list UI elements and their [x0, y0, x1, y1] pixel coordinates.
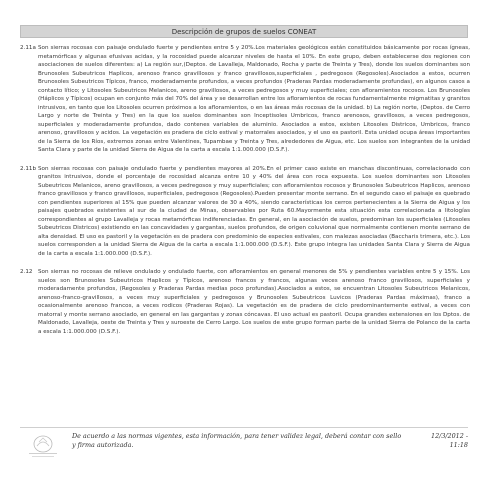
section-title: Descripción de grupos de suelos CONEAT	[171, 27, 317, 36]
soil-group-entry	[20, 268, 470, 336]
soil-group-code: 2.12	[20, 269, 33, 275]
soil-group-list	[20, 44, 470, 346]
soil-group-entry	[20, 44, 470, 155]
section-header	[20, 25, 468, 38]
footer-divider	[20, 427, 468, 428]
ministry-seal-icon	[24, 432, 62, 460]
soil-group-description: Son sierras rocosas con paisaje ondulado fuerte y pendientes entre 5 y 20%.Los materiales geológicos están constituidos básicamente por rocas ígneas, metamórficas y algunas efusivas acidas, y la rocosidad puede alcanzar niveles de hasta el 10%. En este grupo, deben establecerse dos regiones con asociaciones de suelos diferentes: a) La región sur,(Deptos. de Lavalleja, Maldonado, Rocha y parte de Treinta y Tres), donde los suelos dominantes son Brunosoles Subeutricos Haplicos, arenoso franco gravillosos y franco gravillosos,superficiales , pedregosos (Regosoles).Asociados a estos, ocurren Brunosoles Subeutricos Típicos, franco, moderadamente profundos, a veces profundos (Praderas Pardas moderadamente profundas), en algunos casos a contacto lítico; y Litosoles Subeutricos Melanicos, areno gravillosos, a veces pedregosos y muy superficiales; con afloramientos rocosos. Los Brunosoles (Háplicos y Típicos) ocupan en conjunto más del 70% del área y se desarrollan entre los afloramientos de rocas fundamentalmente migmatitas y granitos intrusivos, en tanto que los Litosoles ocurren próximos a los afloramientos, o en las áreas más rocosas de la unidad. b) La región norte, (Deptos. de Cerro Largo y norte de Treinta y Tres) en la que los suelos dominantes son Inceptisoles Umbricos, franco arenosos, gravillosos, a veces pedregosos, superficiales y moderadamente profundos, dado contenes variables de aluminio. Asociados a estos, existen Litosoles Districos, Umbricos, franco arenoso, gravillosos y acidos. La vegetación es pradera de ciclo estival y matorrales asociados, y el uso es pastoril. Esta unidad ocupa áreas importantes de la Sierra de los Ríos, extremos zonas entre Valentines, Tupambae y Treinta y Tres, alrededores de Aigua, etc. Los suelos son integrantes de la unidad Santa Clara y parte de la unidad Sierra de Aigua de la carta a escala 1:1.000.000 (D.S.F.).	[38, 45, 470, 153]
print-time: 11:18	[449, 441, 468, 449]
footer-date-block	[408, 432, 468, 450]
soil-group-entry	[20, 165, 470, 259]
soil-group-description: Son sierras rocosas con paisaje ondulado fuerte y pendientes mayores al 20%.En el primer caso existe en manchas discontinuas, correlacionado con granitos intrusivos, donde el porcentaje de rocosidad alcanza entre 10 y 40% del área con roca expuesta. Los suelos dominantes son Litosoles Subeutricos Melanicos, areno gravillosos, a veces pedregosos y muy superficiales; con afloramientos rocosos y Brunosoles Subeutricos Haplicos, arenoso franco gravillosos y franco gravillosos, superficiales, pedregosos (Regosoles).Pueden presentar monte serrano. En el segundo caso el paisaje es quebrado con pendientes superiores al 15% que pueden alcanzar valores de 30 a 40%, siendo características los cerros pertenecientes a la Sierra de Aigua y los paisajes quebrados existentes al sur de la ciudad de Minas, observables por Ruta 60.Mayormente esta situación esta correlacionada a litologías correspondientes al grupo Lavalleja y rocas metamórficas indiferenciadas. En general, en la asociación de suelos, predominan los superficiales (Litosoles Subeutricos Districos) existiendo en las concavidades y gargantas, suelos profundos, de origen coluvional que normalmente contienen monte serrano de alta densidad. El uso es pastoril y la vegetación es de pradera con predominio de especies estivales, con malezas asociadas (Baccharis trimera, etc.). Los suelos corresponden a la unidad Sierra de Aigua de la carta a escala 1:1.000.000 (D.S.F.). Este grupo integra las unidades Santa Clara y Sierra de Aigua de la carta a escala 1:1.000.000 (D.S.F.).	[38, 165, 470, 257]
soil-group-code: 2.11b	[20, 165, 37, 172]
legal-disclaimer: De acuerdo a las normas vigentes, esta información, para tener validez legal, deberá contar con sello y firma autorizada.	[72, 432, 402, 449]
print-date: 12/3/2012 -	[431, 432, 468, 440]
soil-group-code: 2.11a	[20, 45, 36, 51]
soil-group-description: Son sierras no rocosas de relieve ondulado y ondulado fuerte, con afloramientos en general menores de 5% y pendientes variables entre 5 y 15%. Los suelos son Brunosoles Subeutricos Haplicos y Típicos, arenoso francos y francos, algunas veces arenoso franco gravillosos, superficiales y moderadamente profundos, (Regosoles y Praderas Pardas medias poco profundas).Asociados a estos, se encuentran Litosoles Subeutricos Melanicos, arenoso-franco-gravillosos, a veces muy superficiales y pedregosos y Brunosoles Subeutricos Luvicos (Praderas Pardas máximas), franco a ocasionalmente arenoso francos, a veces rodicos (Praderas Rojas). La vegetación es de pradera de ciclo predominantemente estival, a veces con matorral y monte serrano asociado, en general en las gargantas y zonas cóncavas. El uso actual es pastoril. Ocupa grandes extensiones en los Dptos. de Maldonado, Lavalleja, oeste de Treinta y Tres y suroeste de Cerro Largo. Los suelos de este grupo forman parte de la unidad Sierra de Polanco de la carta a escala 1:1.000.000 (D.S.F.).	[38, 269, 470, 335]
